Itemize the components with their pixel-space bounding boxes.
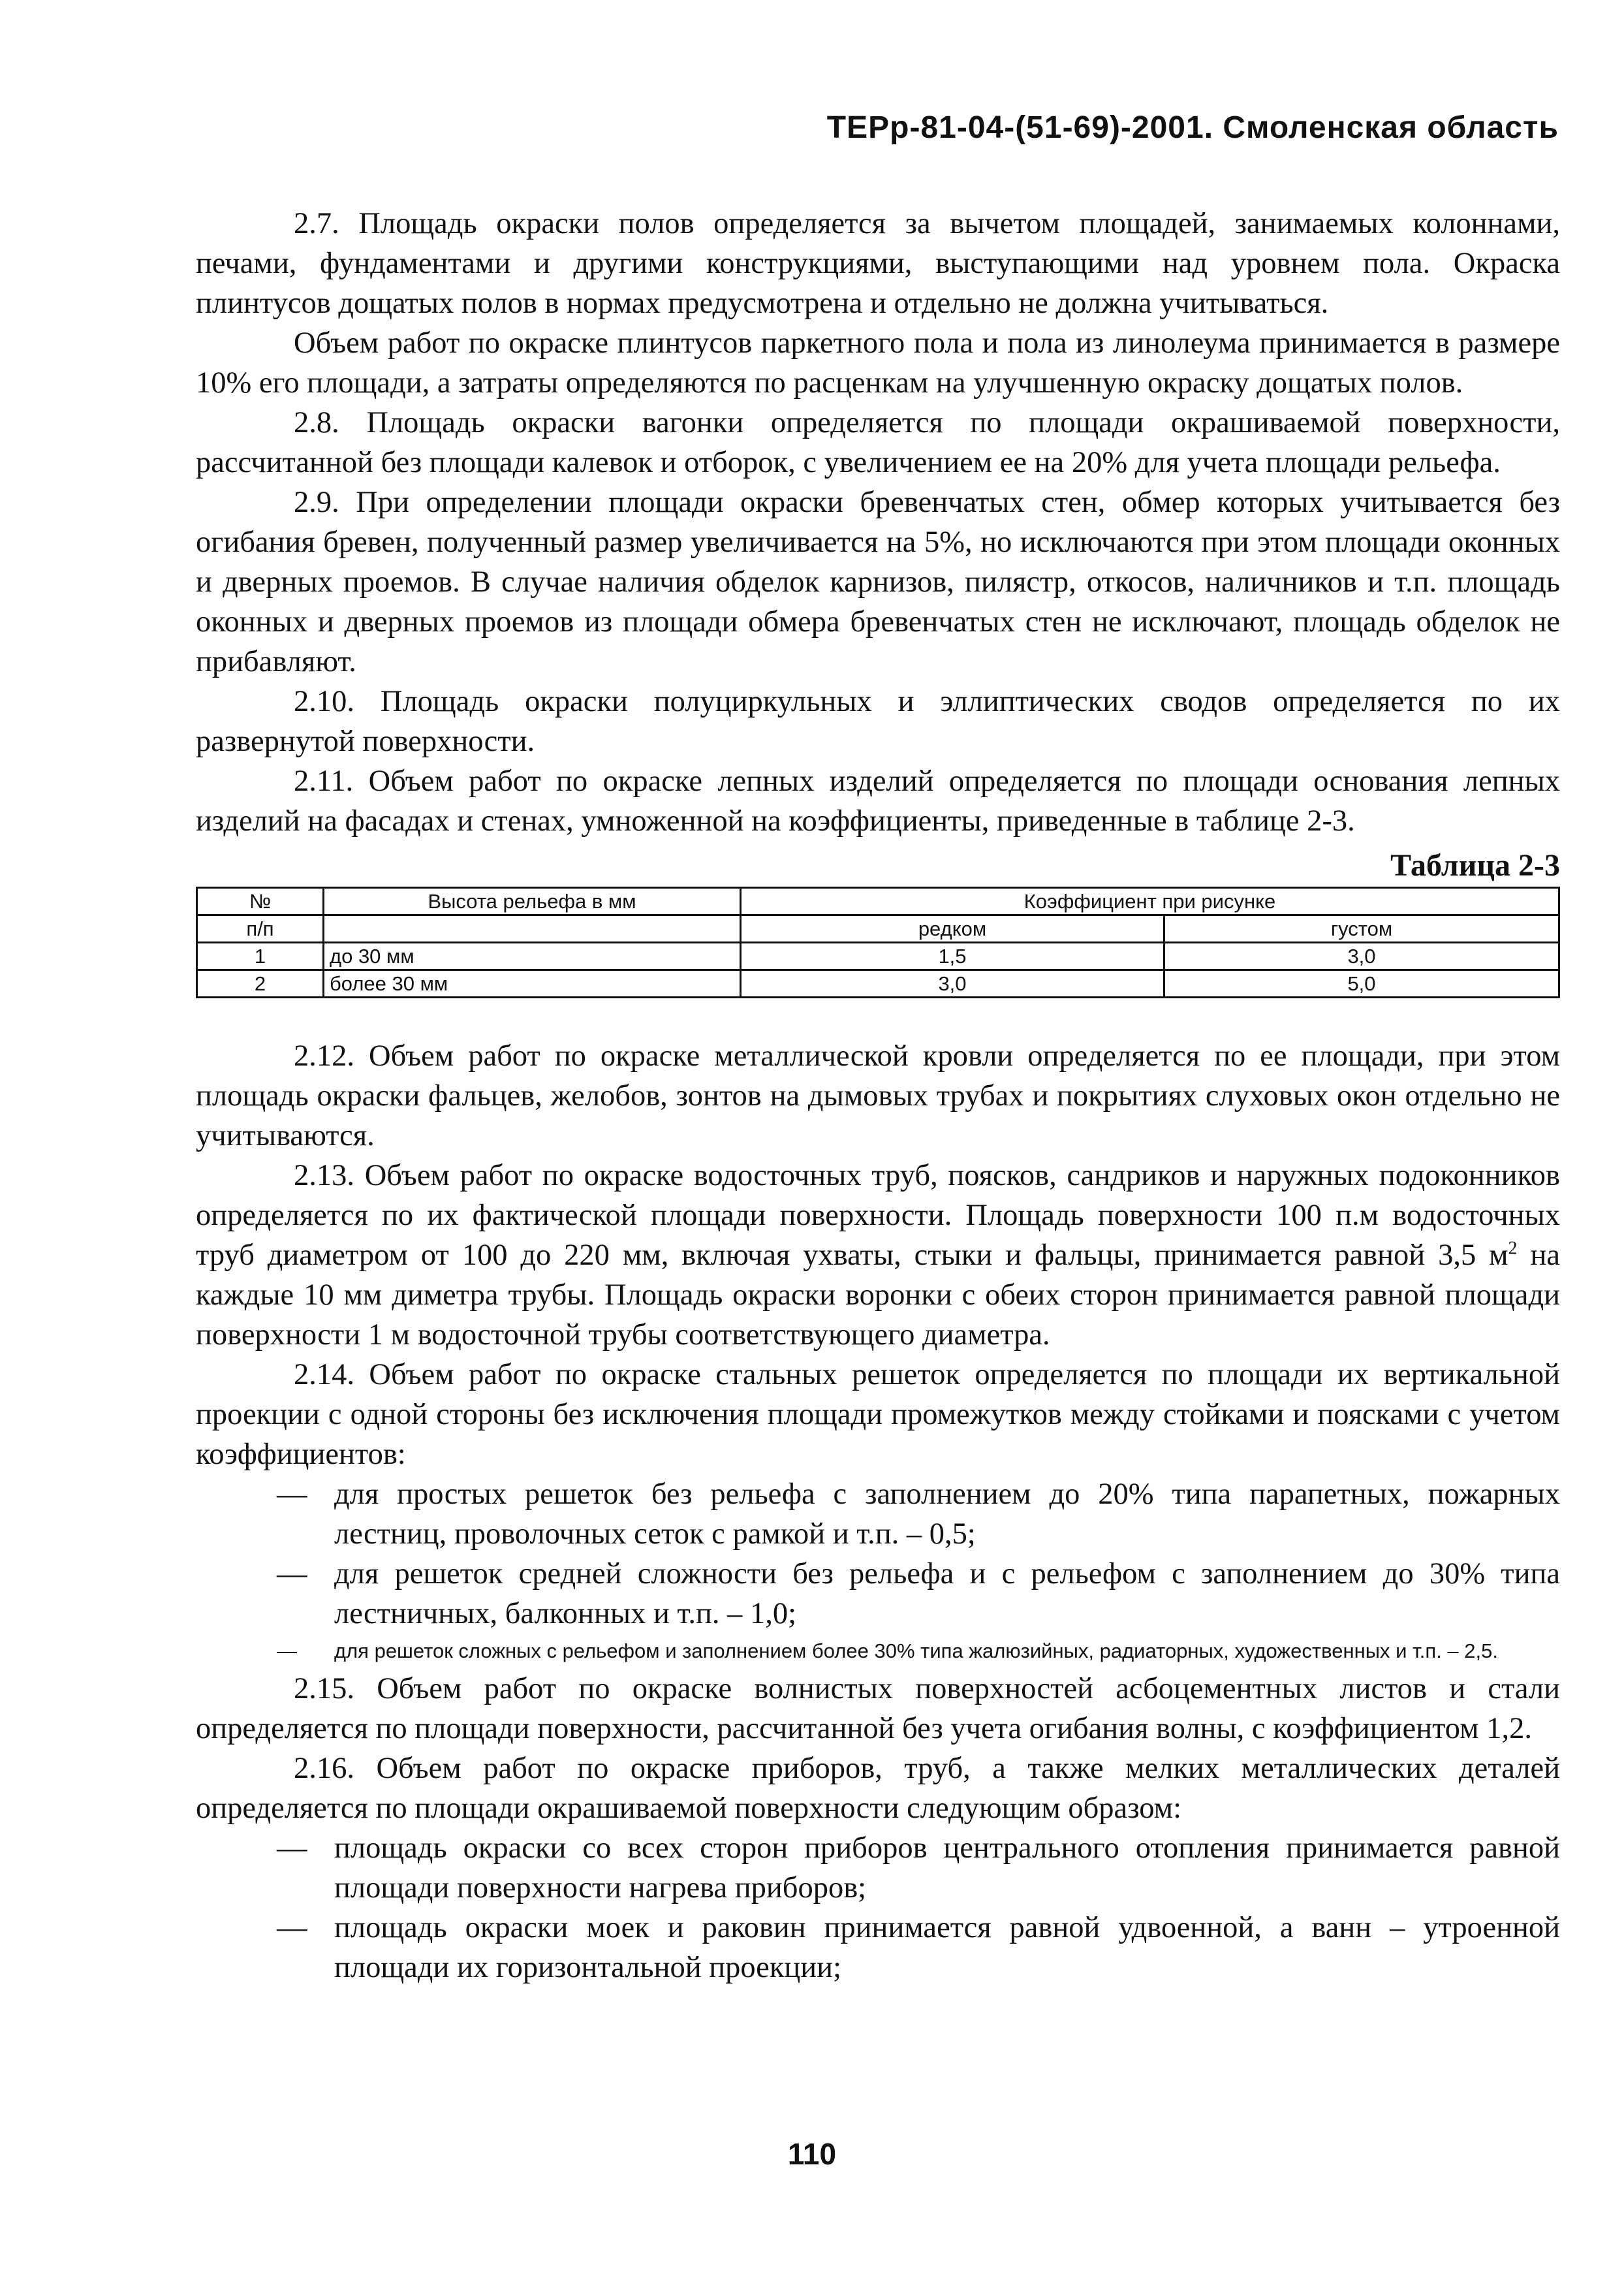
- page-header: ТЕРр-81-04-(51-69)-2001. Смоленская область: [826, 110, 1559, 145]
- paragraph-2-10: 2.10. Площадь окраски полуциркульных и эллиптических сводов определяется по их развернутой поверхности.: [196, 685, 1560, 758]
- table-cell: 5,0: [1164, 970, 1559, 998]
- table-header-row: [197, 915, 1559, 943]
- list-item-text: площадь окраски со всех сторон приборов центрального отопления принимается равной площади поверхности нагрева приборов;: [334, 1831, 1560, 1905]
- table-cell: 1: [197, 943, 324, 970]
- paragraph-2-7: 2.7. Площадь окраски полов определяется за вычетом площадей, занимаемых колоннами, печами, фундаментами и другими конструкциями, выступающими над уровнем пола. Окраска плинтусов дощатых полов в нормах предусмотрена и отдельно не должна учитываться.: [196, 207, 1560, 320]
- table-cell: более 30 мм: [324, 970, 741, 998]
- table-row: [197, 943, 1559, 970]
- paragraph-2-12: 2.12. Объем работ по окраске металлической кровли определяется по ее площади, при этом площадь окраски фальцев, желобов, зонтов на дымовых трубах и покрытиях слуховых окон отдельно не учитываются.: [196, 1039, 1560, 1152]
- paragraph-2-13-part-b: на каждые 10 мм диметра трубы. Площадь окраски воронки с обеих сторон принимается равной площади поверхности 1 м водосточной трубы соответствующего диаметра.: [196, 1239, 1560, 1352]
- dash-marker: —: [277, 1831, 307, 1865]
- list-item: [277, 1637, 1560, 1665]
- table-header-cell: редком: [741, 915, 1164, 943]
- table-header-row: [197, 888, 1559, 915]
- page-number: 110: [787, 2137, 837, 2171]
- paragraph-2-15: 2.15. Объем работ по окраске волнистых поверхностей асбоцементных листов и стали определяется по площади поверхности, рассчитанной без учета огибания волны, с коэффициентом 1,2.: [196, 1672, 1560, 1745]
- table-header-cell: п/п: [197, 915, 324, 943]
- table-header-cell: №: [197, 888, 324, 915]
- paragraph-2-16: 2.16. Объем работ по окраске приборов, труб, а также мелких металлических деталей определяется по площади окрашиваемой поверхности следующим образом:: [196, 1752, 1560, 1825]
- list-item-text: площадь окраски моек и раковин принимается равной удвоенной, а ванн – утроенной площади их горизонтальной проекции;: [334, 1911, 1560, 1984]
- paragraph-2-13-part-a: 2.13. Объем работ по окраске водосточных труб, поясков, сандриков и наружных подоконников определяется по их фактической площади поверхности. Площадь поверхности 100 п.м водосточных труб диаметром от 100 до 220 мм, включая ухваты, стыки и фальцы, принимается равной 3,5 м: [196, 1159, 1560, 1272]
- list-item-text: для простых решеток без рельефа с заполнением до 20% типа парапетных, пожарных лестниц, проволочных сеток с рамкой и т.п. – 0,5;: [334, 1478, 1560, 1551]
- list-2-16: [196, 1828, 1560, 1987]
- paragraph-2-8: 2.8. Площадь окраски вагонки определяется по площади окрашиваемой поверхности, рассчитанной без площади калевок и отборок, с увеличением ее на 20% для учета площади рельефа.: [196, 406, 1560, 479]
- superscript-2: 2: [1508, 1238, 1518, 1259]
- table-cell: 1,5: [741, 943, 1164, 970]
- paragraph-2-9: 2.9. При определении площади окраски бревенчатых стен, обмер которых учитывается без огибания бревен, полученный размер увеличивается на 5%, но исключаются при этом площади оконных и дверных проемов. В случае наличия обделок карнизов, пилястр, откосов, наличников и т.п. площадь оконных и дверных проемов из площади обмера бревенчатых стен не исключают, площадь обделок не прибавляют.: [196, 486, 1560, 678]
- list-2-14: [196, 1474, 1560, 1665]
- table-header-cell: [324, 915, 741, 943]
- list-item: [277, 1908, 1560, 1987]
- list-item: [277, 1554, 1560, 1634]
- table-caption: Таблица 2-3: [1390, 848, 1560, 883]
- paragraph-2-7-continued: Объем работ по окраске плинтусов паркетного пола и пола из линолеума принимается в размере 10% его площади, а затраты определяются по расценкам на улучшенную окраску дощатых полов.: [196, 326, 1560, 400]
- dash-marker: —: [277, 1911, 307, 1944]
- table-header-cell: Коэффициент при рисунке: [741, 888, 1559, 915]
- table-cell: до 30 мм: [324, 943, 741, 970]
- coefficient-table: [196, 887, 1560, 998]
- table-header-cell: Высота рельефа в мм: [324, 888, 741, 915]
- table-cell: 2: [197, 970, 324, 998]
- dash-marker: —: [277, 1478, 307, 1511]
- table-cell: 3,0: [1164, 943, 1559, 970]
- list-item: [277, 1474, 1560, 1554]
- paragraph-2-14: 2.14. Объем работ по окраске стальных решеток определяется по площади их вертикальной проекции с одной стороны без исключения площади промежутков между стойками и поясками с учетом коэффициентов:: [196, 1358, 1560, 1471]
- table-row: [197, 970, 1559, 998]
- dash-marker: —: [277, 1557, 307, 1590]
- document-body: [196, 204, 1560, 1987]
- paragraph-2-11: 2.11. Объем работ по окраске лепных изделий определяется по площади основания лепных изделий на фасадах и стенах, умноженной на коэффициенты, приведенные в таблице 2-3.: [196, 765, 1560, 838]
- list-item-text: для решеток сложных с рельефом и заполнением более 30% типа жалюзийных, радиаторных, художественных и т.п. – 2,5.: [334, 1639, 1498, 1662]
- table-cell: 3,0: [741, 970, 1164, 998]
- list-item-text: для решеток средней сложности без рельефа и с рельефом с заполнением до 30% типа лестничных, балконных и т.п. – 1,0;: [334, 1557, 1560, 1630]
- table-header-cell: густом: [1164, 915, 1559, 943]
- list-item: [277, 1828, 1560, 1908]
- paragraph-2-13: [196, 1156, 1560, 1355]
- dash-marker: —: [277, 1639, 297, 1662]
